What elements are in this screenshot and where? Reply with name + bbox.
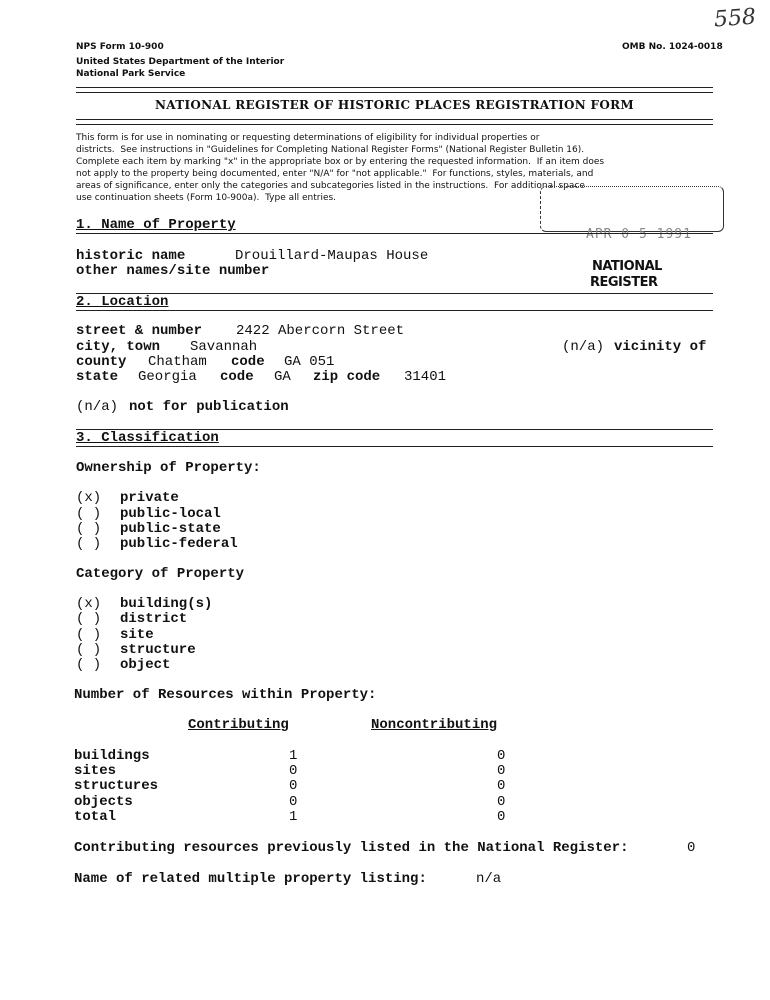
form-title: NATIONAL REGISTER OF HISTORIC PLACES REGISTRATION FORM (155, 98, 634, 112)
section-heading: 2. Location (76, 294, 169, 310)
option-label: public-local (120, 506, 221, 522)
field-value: GA 051 (284, 354, 335, 370)
checkbox-mark: ( ) (76, 642, 102, 658)
form-id: NPS Form 10-900 (76, 42, 164, 52)
checkbox-mark: ( ) (76, 536, 102, 552)
stamp-label: REGISTER (590, 275, 658, 290)
field-value: n/a (476, 871, 502, 887)
field-label: Number of Resources within Property: (74, 687, 377, 703)
noncontributing-count: 0 (497, 748, 506, 764)
checkbox-mark: ( ) (76, 627, 102, 643)
section-rule (76, 293, 713, 294)
field-label: historic name (76, 248, 186, 264)
section-rule (76, 233, 713, 234)
contributing-count: 0 (289, 778, 298, 794)
noncontributing-count: 0 (497, 778, 506, 794)
checkbox-mark: ( ) (76, 611, 102, 627)
instruction-line: districts. See instructions in "Guidelines for Completing National Register Forms" (National Register Bulletin 16). (76, 145, 585, 155)
contributing-count: 1 (289, 809, 298, 825)
option-label: district (120, 611, 188, 627)
field-value: (n/a) (76, 399, 119, 415)
field-label: street & number (76, 323, 203, 339)
noncontributing-count: 0 (497, 794, 506, 810)
row-label: sites (74, 763, 117, 779)
contributing-count: 0 (289, 763, 298, 779)
field-label: Ownership of Property: (76, 460, 261, 476)
field-label: Contributing resources previously listed in the National Register: (74, 840, 629, 856)
field-value: (n/a) (562, 339, 605, 355)
stamp-label: NATIONAL (592, 259, 662, 274)
field-value: 0 (687, 840, 696, 856)
received-stamp (540, 186, 724, 232)
noncontributing-count: 0 (497, 763, 506, 779)
agency-line: United States Department of the Interior (76, 57, 285, 67)
noncontributing-count: 0 (497, 809, 506, 825)
field-label: state (76, 369, 119, 385)
header-rule (76, 87, 713, 93)
field-value: 31401 (404, 369, 447, 385)
stamp-date: APR 0 5 1991 (586, 227, 692, 242)
row-label: objects (74, 794, 133, 810)
field-label: city, town (76, 339, 161, 355)
contributing-count: 1 (289, 748, 298, 764)
field-value: GA (274, 369, 291, 385)
instruction-line: This form is for use in nominating or requesting determinations of eligibility for individual properties or (76, 133, 540, 143)
field-value: Georgia (138, 369, 197, 385)
omb-number: OMB No. 1024-0018 (622, 42, 723, 52)
option-label: site (120, 627, 154, 643)
instruction-line: use continuation sheets (Form 10-900a). Type all entries. (76, 193, 337, 203)
field-label: Category of Property (76, 566, 245, 582)
row-label: structures (74, 778, 159, 794)
instruction-line: Complete each item by marking "x" in the appropriate box or by entering the requested information. If an item does (76, 157, 605, 167)
checkbox-mark: (x) (76, 596, 102, 612)
option-label: building(s) (120, 596, 213, 612)
row-label: total (74, 809, 117, 825)
section-rule (76, 446, 713, 447)
field-label: code (231, 354, 265, 370)
column-header: Contributing (188, 717, 289, 733)
field-label: code (220, 369, 254, 385)
instruction-line: areas of significance, enter only the categories and subcategories listed in the instructions. For additional space (76, 181, 585, 191)
checkbox-mark: ( ) (76, 657, 102, 673)
checkbox-mark: ( ) (76, 521, 102, 537)
option-label: object (120, 657, 171, 673)
field-value: Chatham (148, 354, 207, 370)
column-header: Noncontributing (371, 717, 498, 733)
option-label: private (120, 490, 179, 506)
field-value: Drouillard-Maupas House (235, 248, 429, 264)
instruction-line: not apply to the property being documented, enter "N/A" for "not applicable." For functions, styles, materials, and (76, 169, 594, 179)
agency-line: National Park Service (76, 69, 186, 79)
field-value: Savannah (190, 339, 258, 355)
handwritten-page-number: 558 (713, 4, 757, 33)
section-heading: 3. Classification (76, 430, 219, 446)
section-rule (76, 310, 713, 311)
option-label: public-state (120, 521, 221, 537)
field-label: Name of related multiple property listing: (74, 871, 427, 887)
option-label: public-federal (120, 536, 238, 552)
row-label: buildings (74, 748, 150, 764)
field-label: zip code (313, 369, 381, 385)
field-label: not for publication (129, 399, 289, 415)
field-label: county (76, 354, 127, 370)
option-label: structure (120, 642, 196, 658)
field-label: other names/site number (76, 263, 270, 279)
field-label: vicinity of (614, 339, 707, 355)
field-value: 2422 Abercorn Street (236, 323, 405, 339)
section-heading: 1. Name of Property (76, 217, 236, 233)
title-rule (76, 119, 713, 125)
checkbox-mark: (x) (76, 490, 102, 506)
checkbox-mark: ( ) (76, 506, 102, 522)
contributing-count: 0 (289, 794, 298, 810)
